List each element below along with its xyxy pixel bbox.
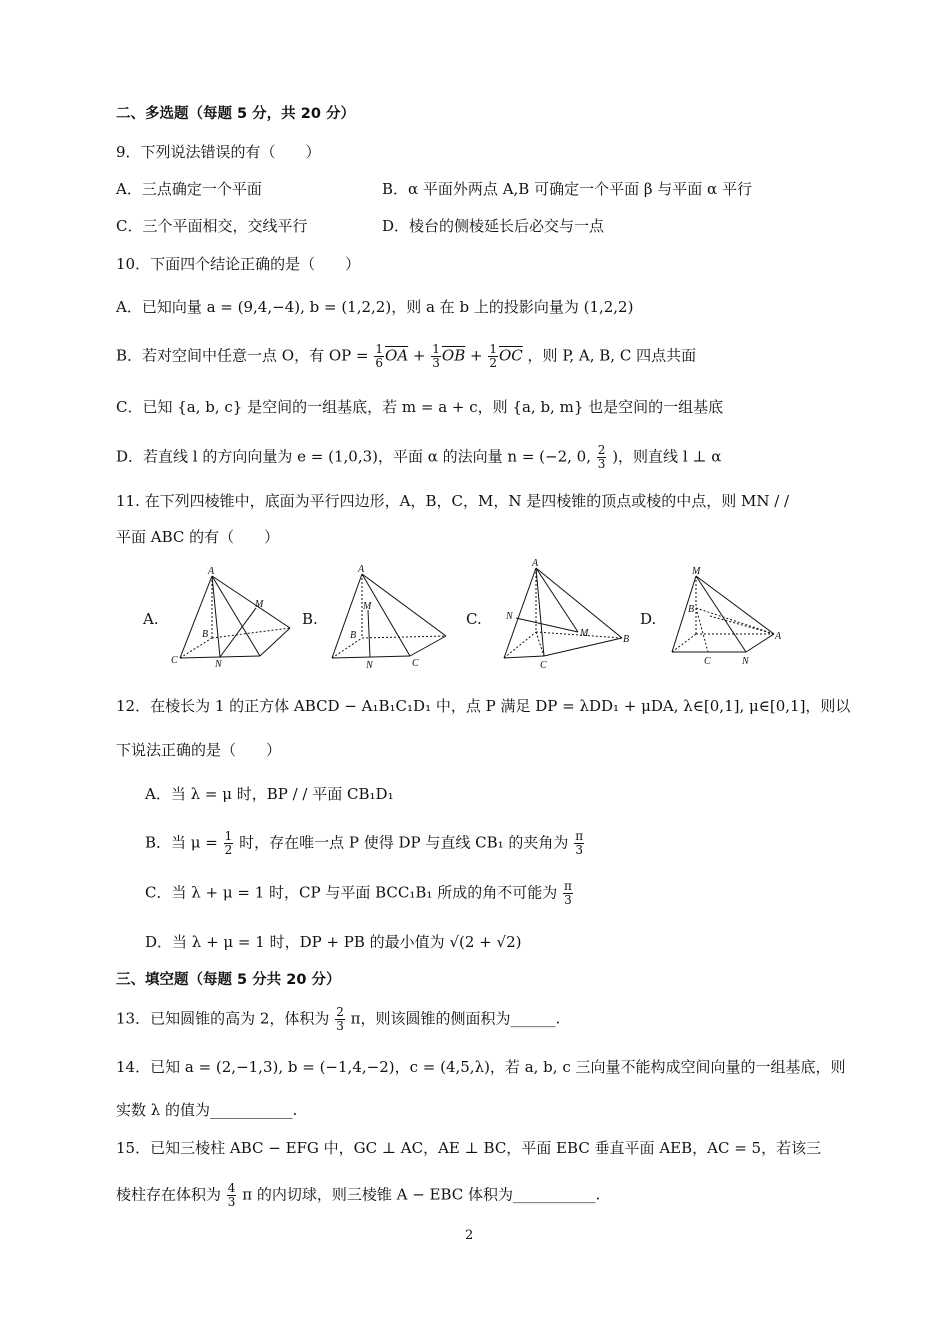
q14-line-1: 14．已知 a = (2,−1,3), b = (−1,4,−2)，c = (4,5,λ)，若 a, b, c 三向量不能构成空间向量的一组基底，则 bbox=[116, 1058, 846, 1076]
q15-line-2 bbox=[116, 1182, 600, 1209]
q12-c-angle bbox=[563, 880, 573, 907]
q15-line-1: 15．已知三棱柱 ABC − EFG 中，GC ⊥ AC，AE ⊥ BC，平面 EBC 垂直平面 AEB，AC = 5，若该三 bbox=[116, 1139, 822, 1157]
q10-d-fd: 3 bbox=[597, 457, 606, 471]
q11-figure-d-label: D. bbox=[640, 610, 657, 628]
q11-stem: 11. 在下列四棱锥中，底面为平行四边形，A，B，C，M，N 是四棱锥的顶点或棱的中点，则 MN / / bbox=[116, 492, 790, 510]
q10-d-fn: 2 bbox=[597, 443, 606, 457]
q12-b-fd: 2 bbox=[224, 843, 233, 857]
q11-figure-b bbox=[322, 566, 452, 672]
fig-b-pt-a: A bbox=[358, 564, 365, 575]
q10-option-d bbox=[116, 444, 721, 471]
q10-option-a: A．已知向量 a = (9,4,−4), b = (1,2,2)，则 a 在 b 上的投影向量为 (1,2,2) bbox=[116, 298, 634, 316]
q11-figure-a bbox=[168, 566, 298, 672]
fig-a-pt-b: B bbox=[202, 629, 209, 640]
fig-b-pt-c: C bbox=[412, 658, 419, 669]
q9-option-d: D．棱台的侧棱延长后必交与一点 bbox=[382, 217, 605, 235]
q10-b-c1-den: 6 bbox=[375, 356, 384, 370]
q12-stem-2: 下说法正确的是（ ） bbox=[116, 741, 282, 759]
q10-b-c1-num: 1 bbox=[375, 342, 384, 356]
section-fill-heading: 三、填空题（每题 5 分共 20 分） bbox=[116, 972, 341, 988]
q10-b-coef-3 bbox=[488, 343, 498, 370]
q15-post: π 的内切球，则三棱锥 A − EBC 体积为___________. bbox=[242, 1185, 601, 1204]
fig-d-pt-c: C bbox=[704, 656, 711, 667]
q11-figure-d bbox=[664, 566, 794, 672]
fig-c-pt-b: B bbox=[623, 634, 630, 645]
fig-d-pt-a: A bbox=[775, 631, 782, 642]
q15-fd: 3 bbox=[227, 1195, 236, 1209]
q10-option-c: C．已知 {a, b, c} 是空间的一组基底，若 m = a + c，则 {a, b, m} 也是空间的一组基底 bbox=[116, 398, 724, 416]
q10-b-c3-den: 2 bbox=[489, 356, 497, 370]
q10-b-pre: B．若对空间中任意一点 O，有 OP = bbox=[116, 346, 369, 365]
q15-pre: 棱柱存在体积为 bbox=[116, 1185, 222, 1204]
q10-d-frac bbox=[597, 444, 607, 471]
q9-option-a: A．三点确定一个平面 bbox=[116, 180, 262, 198]
q15-frac bbox=[227, 1182, 237, 1209]
q12-option-d: D．当 λ + μ = 1 时，DP + PB 的最小值为 √(2 + √2) bbox=[145, 933, 522, 951]
q10-b-c2-num: 1 bbox=[432, 342, 440, 356]
q12-b-mid: 时，存在唯一点 P 使得 DP 与直线 CB₁ 的夹角为 bbox=[239, 833, 569, 852]
q13-pre: 13．已知圆锥的高为 2，体积为 bbox=[116, 1009, 330, 1028]
q9-option-b: B．α 平面外两点 A,B 可确定一个平面 β 与平面 α 平行 bbox=[382, 180, 752, 198]
fig-a-pt-n: N bbox=[215, 659, 222, 670]
fig-b-pt-n: N bbox=[366, 660, 373, 671]
fig-a-pt-c: C bbox=[171, 655, 178, 666]
q11-figure-b-label: B. bbox=[302, 610, 318, 628]
q12-stem: 12．在棱长为 1 的正方体 ABCD − A₁B₁C₁D₁ 中，点 P 满足 DP = λDD₁ + μDA, λ∈[0,1], μ∈[0,1]，则以 bbox=[116, 697, 851, 715]
q15-fn: 4 bbox=[227, 1181, 236, 1195]
q10-b-post: ，则 P, A, B, C 四点共面 bbox=[527, 346, 697, 365]
q10-option-b: B．若对空间中任意一点 O，有 OP = $\frac{1}{6}$ $\overline{OA}$ + $\frac{1}{3}$ $\overline{OB}$ + $\frac{1}{2}$ $\overline{OC}$ ，则 P, A, B, C 四点共面 bbox=[116, 342, 697, 370]
q10-stem: 10．下面四个结论正确的是（ ） bbox=[116, 255, 361, 273]
fig-c-pt-a: A bbox=[532, 558, 539, 569]
fig-b-pt-m: M bbox=[363, 601, 372, 612]
q12-b-an: π bbox=[575, 829, 584, 843]
q12-c-an: π bbox=[563, 879, 572, 893]
fig-c-pt-c: C bbox=[540, 660, 547, 671]
fig-d-pt-m: M bbox=[692, 566, 701, 577]
q12-b-frac bbox=[224, 830, 234, 857]
fig-a-pt-a: A bbox=[208, 566, 215, 577]
q10-b-c3-num: 1 bbox=[489, 342, 497, 356]
q12-c-ad: 3 bbox=[564, 893, 572, 907]
q11-figure-a-label: A. bbox=[143, 610, 159, 628]
q11-figure-c-label: C. bbox=[466, 610, 482, 628]
fig-b-pt-b: B bbox=[350, 630, 357, 641]
q12-option-a: A．当 λ = μ 时，BP / / 平面 CB₁D₁ bbox=[145, 785, 394, 803]
q13 bbox=[116, 1006, 560, 1033]
q12-c-pre: C．当 λ + μ = 1 时，CP 与平面 BCC₁B₁ 所成的角不可能为 bbox=[145, 883, 558, 902]
q13-fd: 3 bbox=[336, 1019, 344, 1033]
fig-c-pt-n: N bbox=[506, 611, 513, 622]
q13-post: π，则该圆锥的侧面积为______. bbox=[350, 1009, 561, 1028]
q14-line-2: 实数 λ 的值为___________. bbox=[116, 1101, 298, 1119]
q12-b-fn: 1 bbox=[224, 829, 233, 843]
q9-option-c: C．三个平面相交，交线平行 bbox=[116, 217, 308, 235]
page-number: 2 bbox=[465, 1228, 474, 1243]
q12-b-ad: 3 bbox=[575, 843, 583, 857]
q11-figure-c bbox=[496, 560, 636, 674]
q13-fn: 2 bbox=[336, 1005, 344, 1019]
fig-c-pt-m: M bbox=[580, 628, 589, 639]
q10-d-pre: D．若直线 l 的方向向量为 e = (1,0,3)，平面 α 的法向量 n = (−2, 0, bbox=[116, 447, 591, 466]
q10-b-coef-2 bbox=[431, 343, 441, 370]
q9-stem: 9．下列说法错误的有（ ） bbox=[116, 143, 321, 161]
q10-d-post: )，则直线 l ⊥ α bbox=[612, 447, 722, 466]
fig-a-pt-m: M bbox=[255, 599, 264, 610]
q12-b-pre: B．当 μ = bbox=[145, 833, 218, 852]
q12-b-angle bbox=[574, 830, 584, 857]
fig-d-pt-b: B bbox=[688, 604, 695, 615]
section-multi-heading: 二、多选题（每题 5 分，共 20 分） bbox=[116, 106, 355, 122]
q10-b-coef-1 bbox=[374, 343, 384, 370]
q12-option-c bbox=[145, 880, 574, 907]
q12-option-b bbox=[145, 830, 585, 857]
fig-d-pt-n: N bbox=[742, 656, 749, 667]
q11-stem-2: 平面 ABC 的有（ ） bbox=[116, 528, 280, 546]
q13-frac bbox=[335, 1006, 345, 1033]
q10-b-c2-den: 3 bbox=[432, 356, 440, 370]
